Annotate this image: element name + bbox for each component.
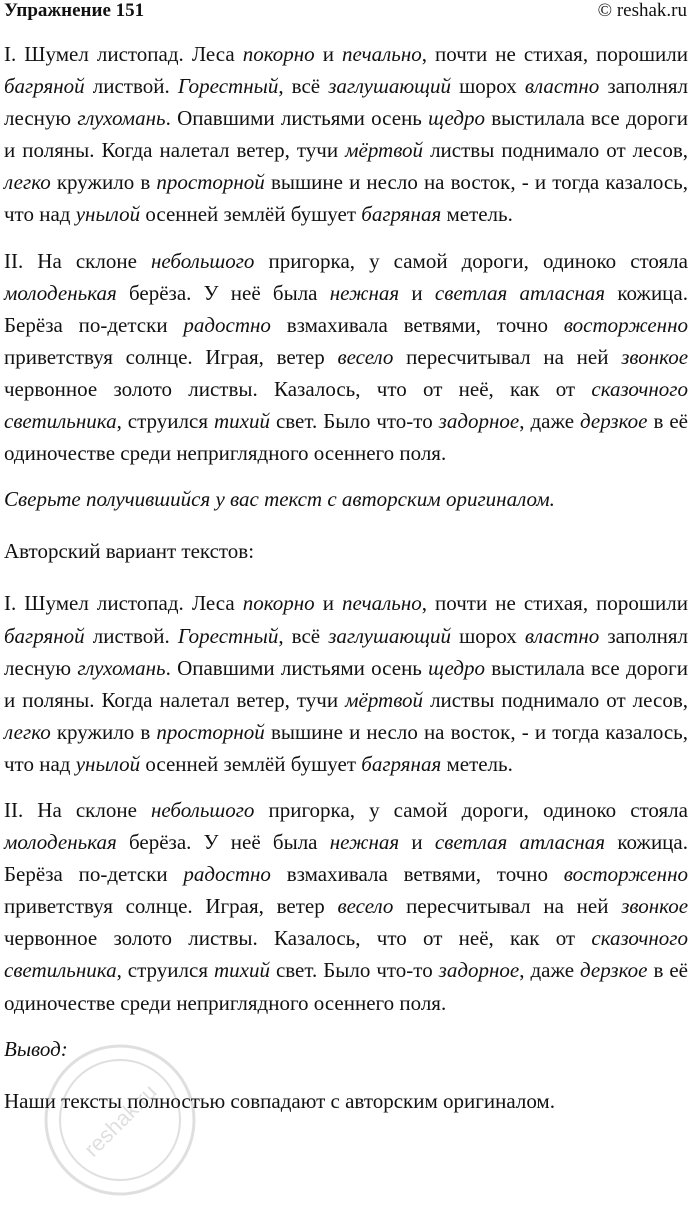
italic-word: глухомань bbox=[77, 655, 166, 680]
italic-word: сказочного светильника bbox=[4, 376, 688, 434]
text-segment: свет. Было что-то bbox=[269, 409, 439, 434]
text-segment: кожица. Берёза по-детски bbox=[4, 280, 688, 337]
italic-word: покорно bbox=[242, 42, 315, 66]
text-segment: вышине и несло на восток, - и тогда казалось, что над bbox=[4, 170, 688, 227]
text-segment: выстилала все дороги и поляны. Когда налетал ветер, тучи bbox=[4, 655, 689, 712]
text-segment: , почти не стихая, порошили bbox=[421, 42, 688, 66]
italic-word: небольшого bbox=[150, 797, 255, 822]
text-segment: листвой. bbox=[84, 623, 178, 648]
text-segment: и bbox=[314, 591, 343, 616]
italic-word: восторженно bbox=[563, 862, 688, 887]
italic-word: небольшого bbox=[150, 248, 255, 273]
author-variant-heading: Авторский вариант текстов: bbox=[4, 539, 255, 564]
italic-word: молоденькая bbox=[4, 830, 117, 855]
italic-word: багряной bbox=[4, 623, 85, 648]
italic-word: сказочного светильника bbox=[4, 926, 688, 983]
italic-word: багряной bbox=[4, 74, 85, 99]
text-segment: и bbox=[314, 42, 343, 66]
exercise-title: Упражнение 151 bbox=[4, 0, 145, 21]
italic-word: щедро bbox=[428, 655, 485, 680]
text1-paragraph-1 bbox=[4, 38, 688, 231]
text-segment: . Опавшими листьями осень bbox=[165, 106, 429, 131]
instruction-line: Сверьте получившийся у вас текст с авторским оригиналом. bbox=[4, 487, 555, 512]
italic-word: заглушающий bbox=[328, 74, 452, 99]
text-segment: и bbox=[399, 830, 435, 855]
text-segment: осенней землёй бушует bbox=[140, 751, 362, 776]
italic-word: мёртвой bbox=[345, 687, 424, 712]
text-segment: II. На склоне bbox=[4, 248, 151, 273]
italic-word: заглушающий bbox=[328, 623, 452, 648]
italic-word: восторженно bbox=[563, 312, 688, 337]
text-segment: осенней землёй бушует bbox=[140, 202, 362, 227]
text-segment: II. На склоне bbox=[4, 797, 151, 822]
italic-word: глухомань bbox=[77, 106, 166, 131]
page-header bbox=[4, 0, 687, 24]
italic-word: тихий bbox=[213, 409, 270, 434]
source-label: © reshak.ru bbox=[597, 0, 687, 21]
italic-word: задорное bbox=[438, 409, 520, 434]
text-segment: , даже bbox=[519, 409, 580, 434]
text-segment: I. Шумел листопад. Леса bbox=[4, 42, 243, 66]
text-segment: шорох bbox=[451, 74, 525, 99]
text-segment: метель. bbox=[441, 751, 513, 776]
italic-word: весело bbox=[337, 344, 394, 369]
text-segment: вышине и несло на восток, - и тогда казалось, что над bbox=[4, 719, 688, 776]
text-segment: , струился bbox=[116, 958, 214, 983]
italic-word: печально bbox=[342, 591, 422, 616]
italic-word: печально bbox=[342, 42, 422, 66]
italic-word: щедро bbox=[428, 106, 485, 131]
italic-word: молоденькая bbox=[4, 280, 117, 305]
italic-word: звонкое bbox=[621, 894, 689, 919]
italic-word: багряная bbox=[361, 751, 442, 776]
text-segment: метель. bbox=[441, 202, 513, 227]
text-segment: кожица. Берёза по-детски bbox=[4, 830, 688, 887]
text-segment: , всё bbox=[278, 74, 329, 99]
text-segment: кружило в bbox=[50, 170, 157, 195]
text-segment: взмахивала ветвями, точно bbox=[270, 312, 564, 337]
italic-word: властно bbox=[524, 74, 600, 99]
italic-word: Горестный bbox=[177, 74, 279, 99]
text-segment: , всё bbox=[278, 623, 329, 648]
text-segment: червонное золото листвы. Казалось, что от неё, как от bbox=[4, 926, 592, 951]
text1-paragraph-2 bbox=[4, 245, 688, 470]
text-segment: приветствуя солнце. Играя, ветер bbox=[4, 894, 338, 919]
text-segment: пригорка, у самой дороги, одиноко стояла bbox=[254, 797, 688, 822]
text-segment: листвы поднимало от лесов, bbox=[423, 687, 688, 712]
text-segment: пересчитывал на ней bbox=[393, 894, 622, 919]
italic-word: светлая атласная bbox=[434, 280, 606, 305]
text-segment: пересчитывал на ней bbox=[393, 344, 622, 369]
text-segment: шорох bbox=[451, 623, 525, 648]
document-body bbox=[4, 38, 688, 1131]
italic-word: мёртвой bbox=[345, 138, 424, 163]
italic-word: унылой bbox=[75, 751, 141, 776]
italic-word: просторной bbox=[156, 719, 265, 744]
italic-word: Горестный bbox=[177, 623, 279, 648]
text-segment: I. Шумел листопад. Леса bbox=[4, 591, 243, 616]
text-segment: берёза. У неё была bbox=[116, 280, 330, 305]
italic-word: радостно bbox=[183, 862, 271, 887]
italic-word: покорно bbox=[242, 591, 315, 616]
italic-word: тихий bbox=[213, 958, 270, 983]
text-segment: берёза. У неё была bbox=[116, 830, 330, 855]
text-segment: кружило в bbox=[50, 719, 157, 744]
text2-paragraph-1 bbox=[4, 587, 688, 780]
text-segment: в её одиночестве среди неприглядного осеннего поля. bbox=[4, 958, 688, 1015]
text-segment: взмахивала ветвями, точно bbox=[270, 862, 564, 887]
italic-word: радостно bbox=[183, 312, 271, 337]
italic-word: дерзкое bbox=[580, 409, 648, 434]
text-segment: червонное золото листвы. Казалось, что от неё, как от bbox=[4, 376, 592, 401]
text-segment: в её одиночестве среди неприглядного осеннего поля. bbox=[4, 409, 688, 466]
text-segment: заполнял лесную bbox=[4, 74, 688, 131]
italic-word: звонкое bbox=[621, 344, 689, 369]
text-segment: пригорка, у самой дороги, одиноко стояла bbox=[254, 248, 688, 273]
italic-word: багряная bbox=[361, 202, 442, 227]
text2-paragraph-2 bbox=[4, 794, 688, 1019]
text-segment: , почти не стихая, порошили bbox=[421, 591, 688, 616]
text-segment: заполнял лесную bbox=[4, 623, 688, 680]
text-segment: выстилала все дороги и поляны. Когда налетал ветер, тучи bbox=[4, 106, 689, 163]
italic-word: легко bbox=[4, 170, 51, 195]
conclusion-label: Вывод: bbox=[4, 1036, 68, 1061]
italic-word: легко bbox=[4, 719, 51, 744]
italic-word: нежная bbox=[329, 830, 400, 855]
text-segment: и bbox=[399, 280, 435, 305]
text-segment: , струился bbox=[116, 409, 214, 434]
text-segment: свет. Было что-то bbox=[269, 958, 439, 983]
italic-word: дерзкое bbox=[580, 958, 648, 983]
conclusion-text: Наши тексты полностью совпадают с авторским оригиналом. bbox=[4, 1088, 555, 1113]
text-segment: . Опавшими листьями осень bbox=[165, 655, 429, 680]
text-segment: листвы поднимало от лесов, bbox=[423, 138, 688, 163]
text-segment: листвой. bbox=[84, 74, 178, 99]
italic-word: унылой bbox=[75, 202, 141, 227]
italic-word: светлая атласная bbox=[434, 830, 606, 855]
watermark-text: reshak.ru bbox=[79, 1079, 162, 1162]
italic-word: нежная bbox=[329, 280, 400, 305]
text-segment: приветствуя солнце. Играя, ветер bbox=[4, 344, 338, 369]
italic-word: задорное bbox=[438, 958, 520, 983]
text-segment: , даже bbox=[519, 958, 580, 983]
italic-word: весело bbox=[337, 894, 394, 919]
italic-word: властно bbox=[524, 623, 600, 648]
italic-word: просторной bbox=[156, 170, 265, 195]
